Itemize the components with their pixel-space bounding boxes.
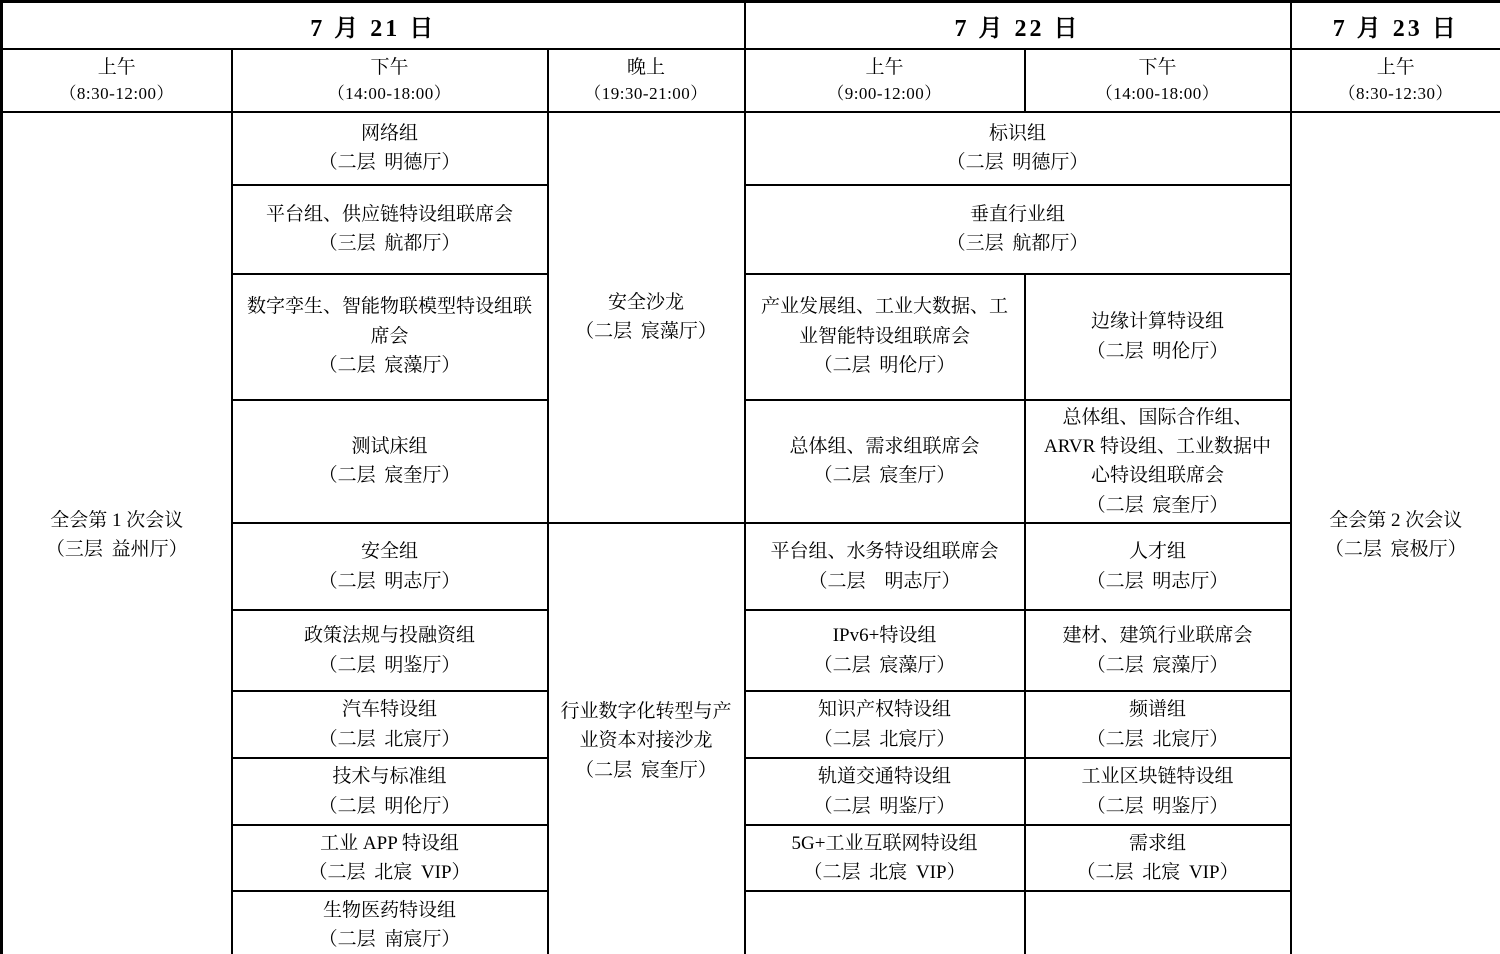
session-venue: （二层 北宸 VIP） [1076, 862, 1239, 884]
slot-time: （14:00-18:00） [327, 84, 452, 104]
session-cell-testbed-group [232, 400, 548, 524]
session-venue: （二层 南宸厅） [318, 929, 461, 950]
session-venue: （二层 北宸厅） [813, 728, 956, 750]
session-title: 垂直行业组 [970, 203, 1066, 225]
session-cell-security-group [232, 523, 548, 610]
session-cell-platform-supplychain [232, 185, 548, 274]
session-cell-digital-transformation-salon [548, 523, 745, 954]
session-venue: （三层 益州厅） [45, 539, 188, 561]
session-title: 生物医药特设组 [322, 899, 456, 921]
session-title: 测试床组 [351, 435, 428, 457]
session-cell-policy-investment [232, 610, 548, 691]
empty-cell-jul22-afternoon [1025, 891, 1291, 954]
session-cell-platform-water-joint [745, 523, 1025, 610]
session-title: 工业区块链特设组 [1081, 766, 1234, 788]
session-venue: （二层 北宸 VIP） [308, 862, 471, 884]
session-venue: （二层 明鉴厅） [813, 795, 956, 817]
session-venue: （二层 北宸厅） [1086, 728, 1229, 750]
session-venue: （二层 宸藻厅） [575, 321, 717, 343]
slot-header-jul23-morning [1291, 49, 1500, 112]
session-title: 总体组、国际合作组、ARVR 特设组、工业数据中心特设组联席会 [1044, 406, 1272, 487]
session-title: 需求组 [1129, 832, 1187, 854]
session-cell-industrial-blockchain [1025, 758, 1291, 825]
slot-period: 上午 [97, 56, 136, 78]
session-cell-building-materials-joint [1025, 610, 1291, 691]
session-venue: （二层 明志厅） [318, 570, 461, 592]
session-cell-industrial-app [232, 825, 548, 891]
session-venue: （二层 北宸 VIP） [803, 862, 966, 884]
session-title: 政策法规与投融资组 [303, 625, 475, 647]
slot-time: （14:00-18:00） [1095, 84, 1220, 104]
session-venue: （二层 明伦厅） [318, 795, 461, 817]
date-header-jul21: 7 月 21 日 [2, 2, 745, 49]
session-title: 技术与标准组 [332, 766, 447, 788]
session-cell-digital-twin [232, 274, 548, 400]
session-cell-security-salon [548, 112, 745, 524]
session-title: 数字孪生、智能物联模型特设组联席会 [246, 296, 532, 347]
date-header-jul23: 7 月 23 日 [1291, 2, 1500, 49]
session-cell-network-group [232, 112, 548, 185]
session-venue: （二层 明德厅） [318, 152, 461, 173]
session-cell-ip-group [745, 691, 1025, 758]
session-venue: （三层 航都厅） [318, 233, 461, 254]
session-title: 全会第 2 次会议 [1329, 509, 1463, 531]
session-title: 5G+工业互联网特设组 [791, 832, 978, 854]
session-venue: （二层 明鉴厅） [1086, 795, 1229, 817]
session-cell-5g-industrial-internet [745, 825, 1025, 891]
session-title: 安全沙龙 [608, 291, 685, 313]
session-cell-biomedicine [232, 891, 548, 954]
session-venue: （二层 宸奎厅） [1086, 494, 1229, 516]
session-title: 轨道交通特设组 [818, 766, 952, 788]
session-venue: （二层 宸藻厅） [318, 355, 461, 377]
slot-header-jul22-afternoon [1025, 49, 1291, 112]
session-cell-automotive-group [232, 691, 548, 758]
session-title: 建材、建筑行业联席会 [1062, 625, 1253, 647]
slot-header-jul21-evening [548, 49, 745, 112]
session-cell-ipv6-group [745, 610, 1025, 691]
session-cell-requirements-group [1025, 825, 1291, 891]
slot-time: （9:00-12:00） [827, 84, 942, 104]
session-venue: （二层 明德厅） [946, 152, 1089, 173]
session-venue: （二层 宸藻厅） [813, 654, 956, 676]
date-header-jul22: 7 月 22 日 [745, 2, 1291, 49]
slot-time: （8:30-12:00） [59, 84, 175, 104]
slot-period: 下午 [370, 56, 409, 78]
session-title: IPv6+特设组 [832, 625, 937, 647]
session-venue: （二层 明志厅） [1086, 570, 1229, 592]
session-cell-plenary-2 [1291, 112, 1500, 954]
session-venue: （二层 明伦厅） [813, 355, 956, 377]
session-title: 全会第 1 次会议 [50, 509, 184, 531]
session-cell-talent-group [1025, 523, 1291, 610]
session-venue: （三层 航都厅） [946, 233, 1089, 254]
session-cell-rail-transit [745, 758, 1025, 825]
session-title: 总体组、需求组联席会 [789, 435, 980, 457]
session-venue: （二层 宸奎厅） [318, 465, 461, 487]
session-venue: （二层 明伦厅） [1086, 340, 1229, 362]
session-title: 人才组 [1129, 541, 1187, 563]
session-cell-edge-computing [1025, 274, 1291, 400]
session-venue: （二层 宸极厅） [1324, 539, 1467, 561]
slot-header-jul21-morning [2, 49, 232, 112]
slot-period: 下午 [1138, 56, 1177, 78]
session-venue: （二层 北宸厅） [318, 728, 461, 750]
session-title: 汽车特设组 [341, 699, 437, 721]
session-cell-general-intl-arvr-datacenter [1025, 400, 1291, 524]
session-title: 频谱组 [1129, 699, 1187, 721]
session-title: 知识产权特设组 [818, 699, 952, 721]
slot-period: 上午 [1376, 56, 1415, 78]
slot-header-jul21-afternoon [232, 49, 548, 112]
session-venue: （二层 宸奎厅） [575, 759, 717, 781]
empty-cell-jul22-morning [745, 891, 1025, 954]
slot-header-jul22-morning [745, 49, 1025, 112]
session-venue: （二层 明鉴厅） [318, 654, 461, 676]
session-cell-vertical-industry [745, 185, 1291, 274]
slot-time: （19:30-21:00） [584, 84, 708, 104]
session-title: 产业发展组、工业大数据、工业智能特设组联席会 [761, 296, 1009, 347]
session-title: 边缘计算特设组 [1091, 311, 1225, 333]
session-cell-general-requirements-joint [745, 400, 1025, 524]
slot-period: 上午 [865, 56, 904, 78]
session-cell-industry-development [745, 274, 1025, 400]
session-title: 网络组 [360, 122, 418, 144]
session-venue: （二层 宸奎厅） [813, 465, 956, 487]
session-cell-spectrum-group [1025, 691, 1291, 758]
session-venue: （二层 明志厅） [808, 570, 961, 592]
session-title: 安全组 [360, 541, 418, 563]
session-venue: （二层 宸藻厅） [1086, 654, 1229, 676]
session-title: 行业数字化转型与产业资本对接沙龙 [560, 700, 732, 752]
session-cell-tech-standards [232, 758, 548, 825]
session-title: 工业 APP 特设组 [320, 832, 459, 854]
session-cell-plenary-1 [2, 112, 232, 954]
slot-time: （8:30-12:30） [1338, 84, 1454, 104]
session-title: 平台组、水务特设组联席会 [770, 541, 999, 563]
slot-period: 晚上 [627, 56, 666, 78]
session-title: 标识组 [989, 122, 1047, 144]
session-cell-identifier-group [745, 112, 1291, 185]
session-title: 平台组、供应链特设组联席会 [265, 203, 513, 225]
